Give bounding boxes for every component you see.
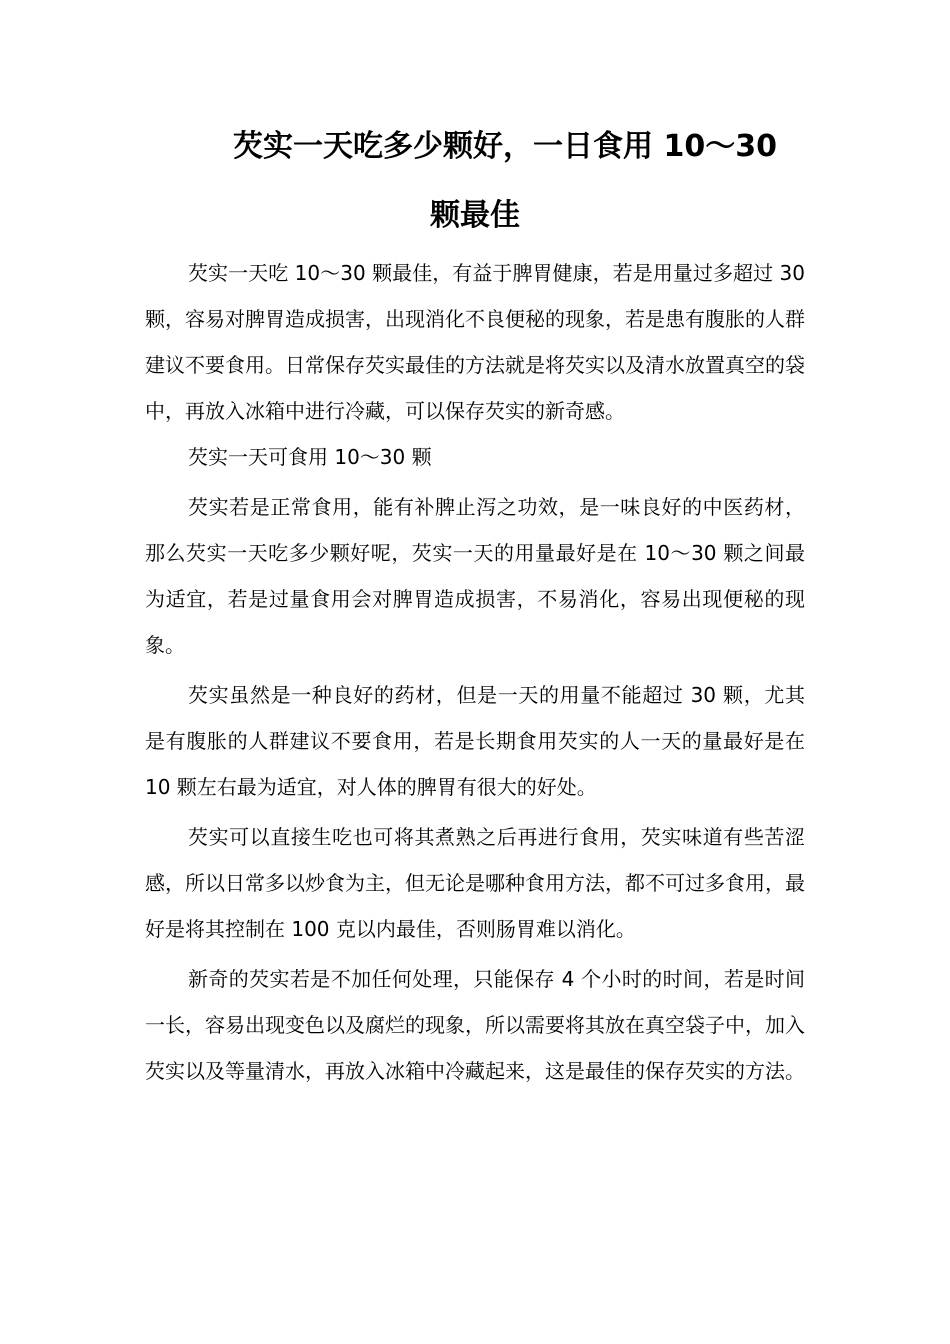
paragraph-intro: 芡实一天吃 10～30 颗最佳，有益于脾胃健康，若是用量过多超过 30 颗，容易对脾胃造成损害，出现消化不良便秘的现象，若是患有腹胀的人群建议不要食用。日常保存芡实最佳的方法就是将芡实以及清水放置真空的袋中，再放入冰箱中进行冷藏，可以保存芡实的新奇感。 (145, 261, 805, 423)
paragraph-daily-amount: 芡实若是正常食用，能有补脾止泻之功效，是一味良好的中医药材，那么芡实一天吃多少颗好呢，芡实一天的用量最好是在 10～30 颗之间最为适宜，若是过量食用会对脾胃造成损害，不易消化，容易出现便秘的现象。 (145, 495, 805, 657)
paragraph-storage: 新奇的芡实若是不加任何处理，只能保存 4 个小时的时间，若是时间一长，容易出现变色以及腐烂的现象，所以需要将其放在真空袋子中，加入芡实以及等量清水，再放入冰箱中冷藏起来，这是最佳的保存芡实的方法。 (145, 967, 805, 1083)
title-line-2: 颗最佳 (430, 198, 520, 233)
title-line-1: 芡实一天吃多少颗好，一日食用 10～30 (233, 129, 777, 164)
document-body (145, 250, 805, 1094)
paragraph-limit: 芡实虽然是一种良好的药材，但是一天的用量不能超过 30 颗，尤其是有腹胀的人群建议不要食用，若是长期食用芡实的人一天的量最好是在 10 颗左右最为适宜，对人体的脾胃有很大的好处。 (145, 683, 805, 799)
paragraph-eating-methods: 芡实可以直接生吃也可将其煮熟之后再进行食用，芡实味道有些苦涩感，所以日常多以炒食为主，但无论是哪种食用方法，都不可过多食用，最好是将其控制在 100 克以内最佳，否则肠胃难以消化。 (145, 825, 805, 941)
paragraph-subheading: 芡实一天可食用 10～30 颗 (188, 445, 432, 469)
document-title (145, 112, 805, 250)
